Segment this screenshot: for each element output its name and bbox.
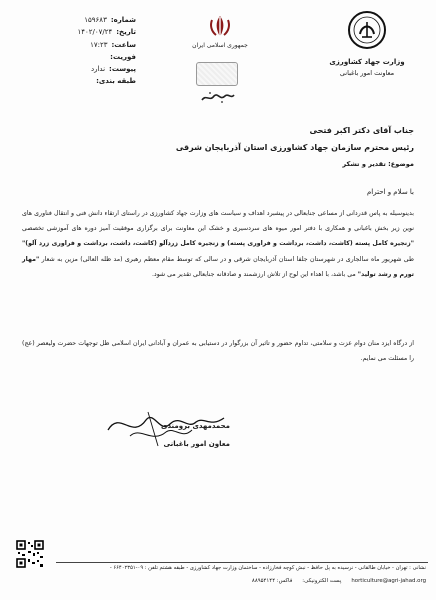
calligraphy-icon xyxy=(200,90,236,104)
recipient-name: جناب آقای دکتر اکبر فتحی xyxy=(309,126,414,135)
national-emblem xyxy=(192,14,248,49)
ministry-name: وزارت جهاد کشاورزی xyxy=(329,58,405,66)
department-name: معاونت امور باغبانی xyxy=(339,69,395,77)
meta-urgency: فوریت: xyxy=(110,52,136,61)
body-paragraph: بدینوسیله به پاس قدردانی از مساعی جنابعالی در پیشبرد اهداف و سیاست های وزارت جهاد کشاورزی در راستای ارتقاء دانش فنی و انتقال فناوری های نوین زیر بخش باغبانی و همکاری با دفتر امور میوه های سردسیری و خشک این معاونت برای برگزاری موفقیت آمیز دوره های آموزشی تخصصی "زنجیره کامل پسته (کاشت، داشت، برداشت و فراوری پسته) و زنجیره کامل زردآلو (کاشت، داشت، برداشت و فراوری زرد آلو)" طی شهریور ماه سالجاری در شهرستان جلفا استان آذربایجان شرقی و در سالی که توسط مقام معظم رهبری (مد ظله العالی) مزین به شعار "مهار تورم و رشد تولید" می باشد، با اهداء این لوح از تلاش ارزشمند و صادقانه جنابعالی تقدیر می شود. xyxy=(22,210,414,278)
handwritten-signature xyxy=(100,400,230,460)
recipient-title: رئیس محترم سازمان جهاد کشاورزی استان آذربایجان شرقی xyxy=(175,143,414,152)
qr-code-icon xyxy=(16,540,44,568)
recipient-block xyxy=(22,122,414,156)
decorative-stamp xyxy=(196,62,238,86)
footer-email-label: پست الکترونیکی: xyxy=(302,578,342,584)
footer-address: نشانی : تهران - خیابان طالقانی - نرسیده به پل حافظ - نبش کوچه فخارزاده - ساختمان وزارت جهاد کشاورزی - طبقه هشتم تلفن : ۰۹-۶۶۴۰۲۳۵۱ - xyxy=(109,565,426,571)
greeting: با سلام و احترام xyxy=(366,188,414,196)
footer-contact xyxy=(58,578,426,584)
emblem-icon xyxy=(207,14,233,38)
signer-title: معاون امور باغبانی xyxy=(163,440,230,448)
ministry-logo xyxy=(329,10,405,77)
emblem-caption: جمهوری اسلامی ایران xyxy=(192,42,248,49)
year-slogan: "مهار تورم و رشد تولید" xyxy=(22,255,414,278)
signer-name: محمدمهدی برومندی xyxy=(161,422,230,430)
ministry-logo-icon xyxy=(347,10,387,50)
course-title: "زنجیره کامل پسته (کاشت، داشت، برداشت و فراوری پسته) و زنجیره کامل زردآلو (کاشت، داشت، برداشت و فراوری زرد آلو)" xyxy=(22,240,414,248)
meta-number: شماره: ۱۵۹۶۸۳ xyxy=(84,16,136,24)
meta-classification: طبقه بندی: xyxy=(96,77,136,86)
meta-attachment: پیوست: ندارد xyxy=(90,65,136,74)
closing-paragraph: از درگاه ایزد منان دوام عزت و سلامتی، تداوم حضور و تاثیر آن بزرگوار در دستیابی به عمران و آبادانی ایران اسلامی ظل توجهات حضرت ولیعصر (عج) را مسئلت می نمایم. xyxy=(22,340,414,363)
letter-subject: موضوع: تقدیر و تشکر xyxy=(342,160,414,168)
footer-fax: فاکس: ۸۸۹۵۴۱۴۴ xyxy=(251,578,293,584)
signature-block xyxy=(100,400,230,470)
letter-meta xyxy=(36,14,136,88)
footer-email[interactable]: horticulture@agri-jahad.org xyxy=(351,578,426,584)
footer-divider xyxy=(56,562,428,563)
meta-date: تاریخ: ۱۴۰۲/۰۷/۲۴ xyxy=(77,28,136,37)
meta-time: ساعت: ۱۷:۲۳ xyxy=(90,40,136,49)
